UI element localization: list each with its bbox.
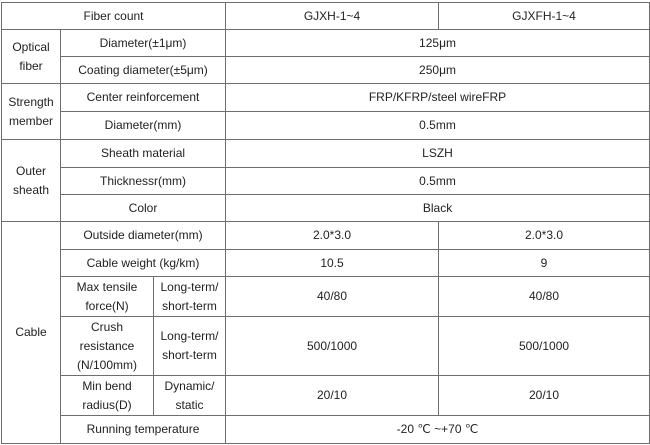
center-reinforcement-value: FRP/KFRP/steel wireFRP bbox=[226, 84, 650, 112]
fiber-diameter-label: Diameter(±1μm) bbox=[61, 30, 226, 57]
table-row bbox=[2, 140, 650, 168]
running-temperature-value: -20 ℃ ~+70 ℃ bbox=[226, 416, 650, 444]
tensile-force-label: Max tensile force(N) bbox=[61, 277, 154, 317]
strength-member-group: Strength member bbox=[2, 84, 61, 140]
optical-fiber-group: Optical fiber bbox=[2, 30, 61, 84]
cable-weight-label: Cable weight (kg/km) bbox=[61, 250, 226, 277]
tensile-force-sub: Long-term/ short-term bbox=[154, 277, 226, 317]
table-row bbox=[2, 57, 650, 84]
table-row bbox=[2, 416, 650, 444]
table-row bbox=[2, 250, 650, 277]
outside-diameter-b: 2.0*3.0 bbox=[439, 222, 650, 250]
member-diameter-label: Diameter(mm) bbox=[61, 112, 226, 140]
member-diameter-value: 0.5mm bbox=[226, 112, 650, 140]
tensile-force-a: 40/80 bbox=[226, 277, 439, 317]
table-row bbox=[2, 195, 650, 222]
table-row bbox=[2, 84, 650, 112]
table-row bbox=[2, 277, 650, 317]
color-label: Color bbox=[61, 195, 226, 222]
bend-radius-label: Min bend radius(D) bbox=[61, 376, 154, 416]
model-a-header: GJXH-1~4 bbox=[226, 3, 439, 30]
bend-radius-b: 20/10 bbox=[439, 376, 650, 416]
crush-resistance-b: 500/1000 bbox=[439, 317, 650, 376]
crush-resistance-label: Crush resistance (N/100mm) bbox=[61, 317, 154, 376]
running-temperature-label: Running temperature bbox=[61, 416, 226, 444]
coating-diameter-label: Coating diameter(±5μm) bbox=[61, 57, 226, 84]
bend-radius-sub: Dynamic/ static bbox=[154, 376, 226, 416]
fiber-diameter-value: 125μm bbox=[226, 30, 650, 57]
cable-weight-a: 10.5 bbox=[226, 250, 439, 277]
tensile-force-b: 40/80 bbox=[439, 277, 650, 317]
header-row bbox=[2, 3, 650, 30]
table-row bbox=[2, 112, 650, 140]
outer-sheath-group: Outer sheath bbox=[2, 140, 61, 222]
thickness-label: Thicknessr(mm) bbox=[61, 168, 226, 195]
center-reinforcement-label: Center reinforcement bbox=[61, 84, 226, 112]
crush-resistance-sub: Long-term/ short-term bbox=[154, 317, 226, 376]
table-row bbox=[2, 222, 650, 250]
cable-group: Cable bbox=[2, 222, 61, 444]
thickness-value: 0.5mm bbox=[226, 168, 650, 195]
bend-radius-a: 20/10 bbox=[226, 376, 439, 416]
table-row bbox=[2, 30, 650, 57]
cable-weight-b: 9 bbox=[439, 250, 650, 277]
sheath-material-label: Sheath material bbox=[61, 140, 226, 168]
table-row bbox=[2, 168, 650, 195]
crush-resistance-a: 500/1000 bbox=[226, 317, 439, 376]
sheath-material-value: LSZH bbox=[226, 140, 650, 168]
outside-diameter-a: 2.0*3.0 bbox=[226, 222, 439, 250]
table-row bbox=[2, 317, 650, 376]
outside-diameter-label: Outside diameter(mm) bbox=[61, 222, 226, 250]
table-row bbox=[2, 376, 650, 416]
model-b-header: GJXFH-1~4 bbox=[439, 3, 650, 30]
coating-diameter-value: 250μm bbox=[226, 57, 650, 84]
color-value: Black bbox=[226, 195, 650, 222]
fiber-spec-table bbox=[1, 2, 650, 444]
fiber-count-header: Fiber count bbox=[2, 3, 226, 30]
